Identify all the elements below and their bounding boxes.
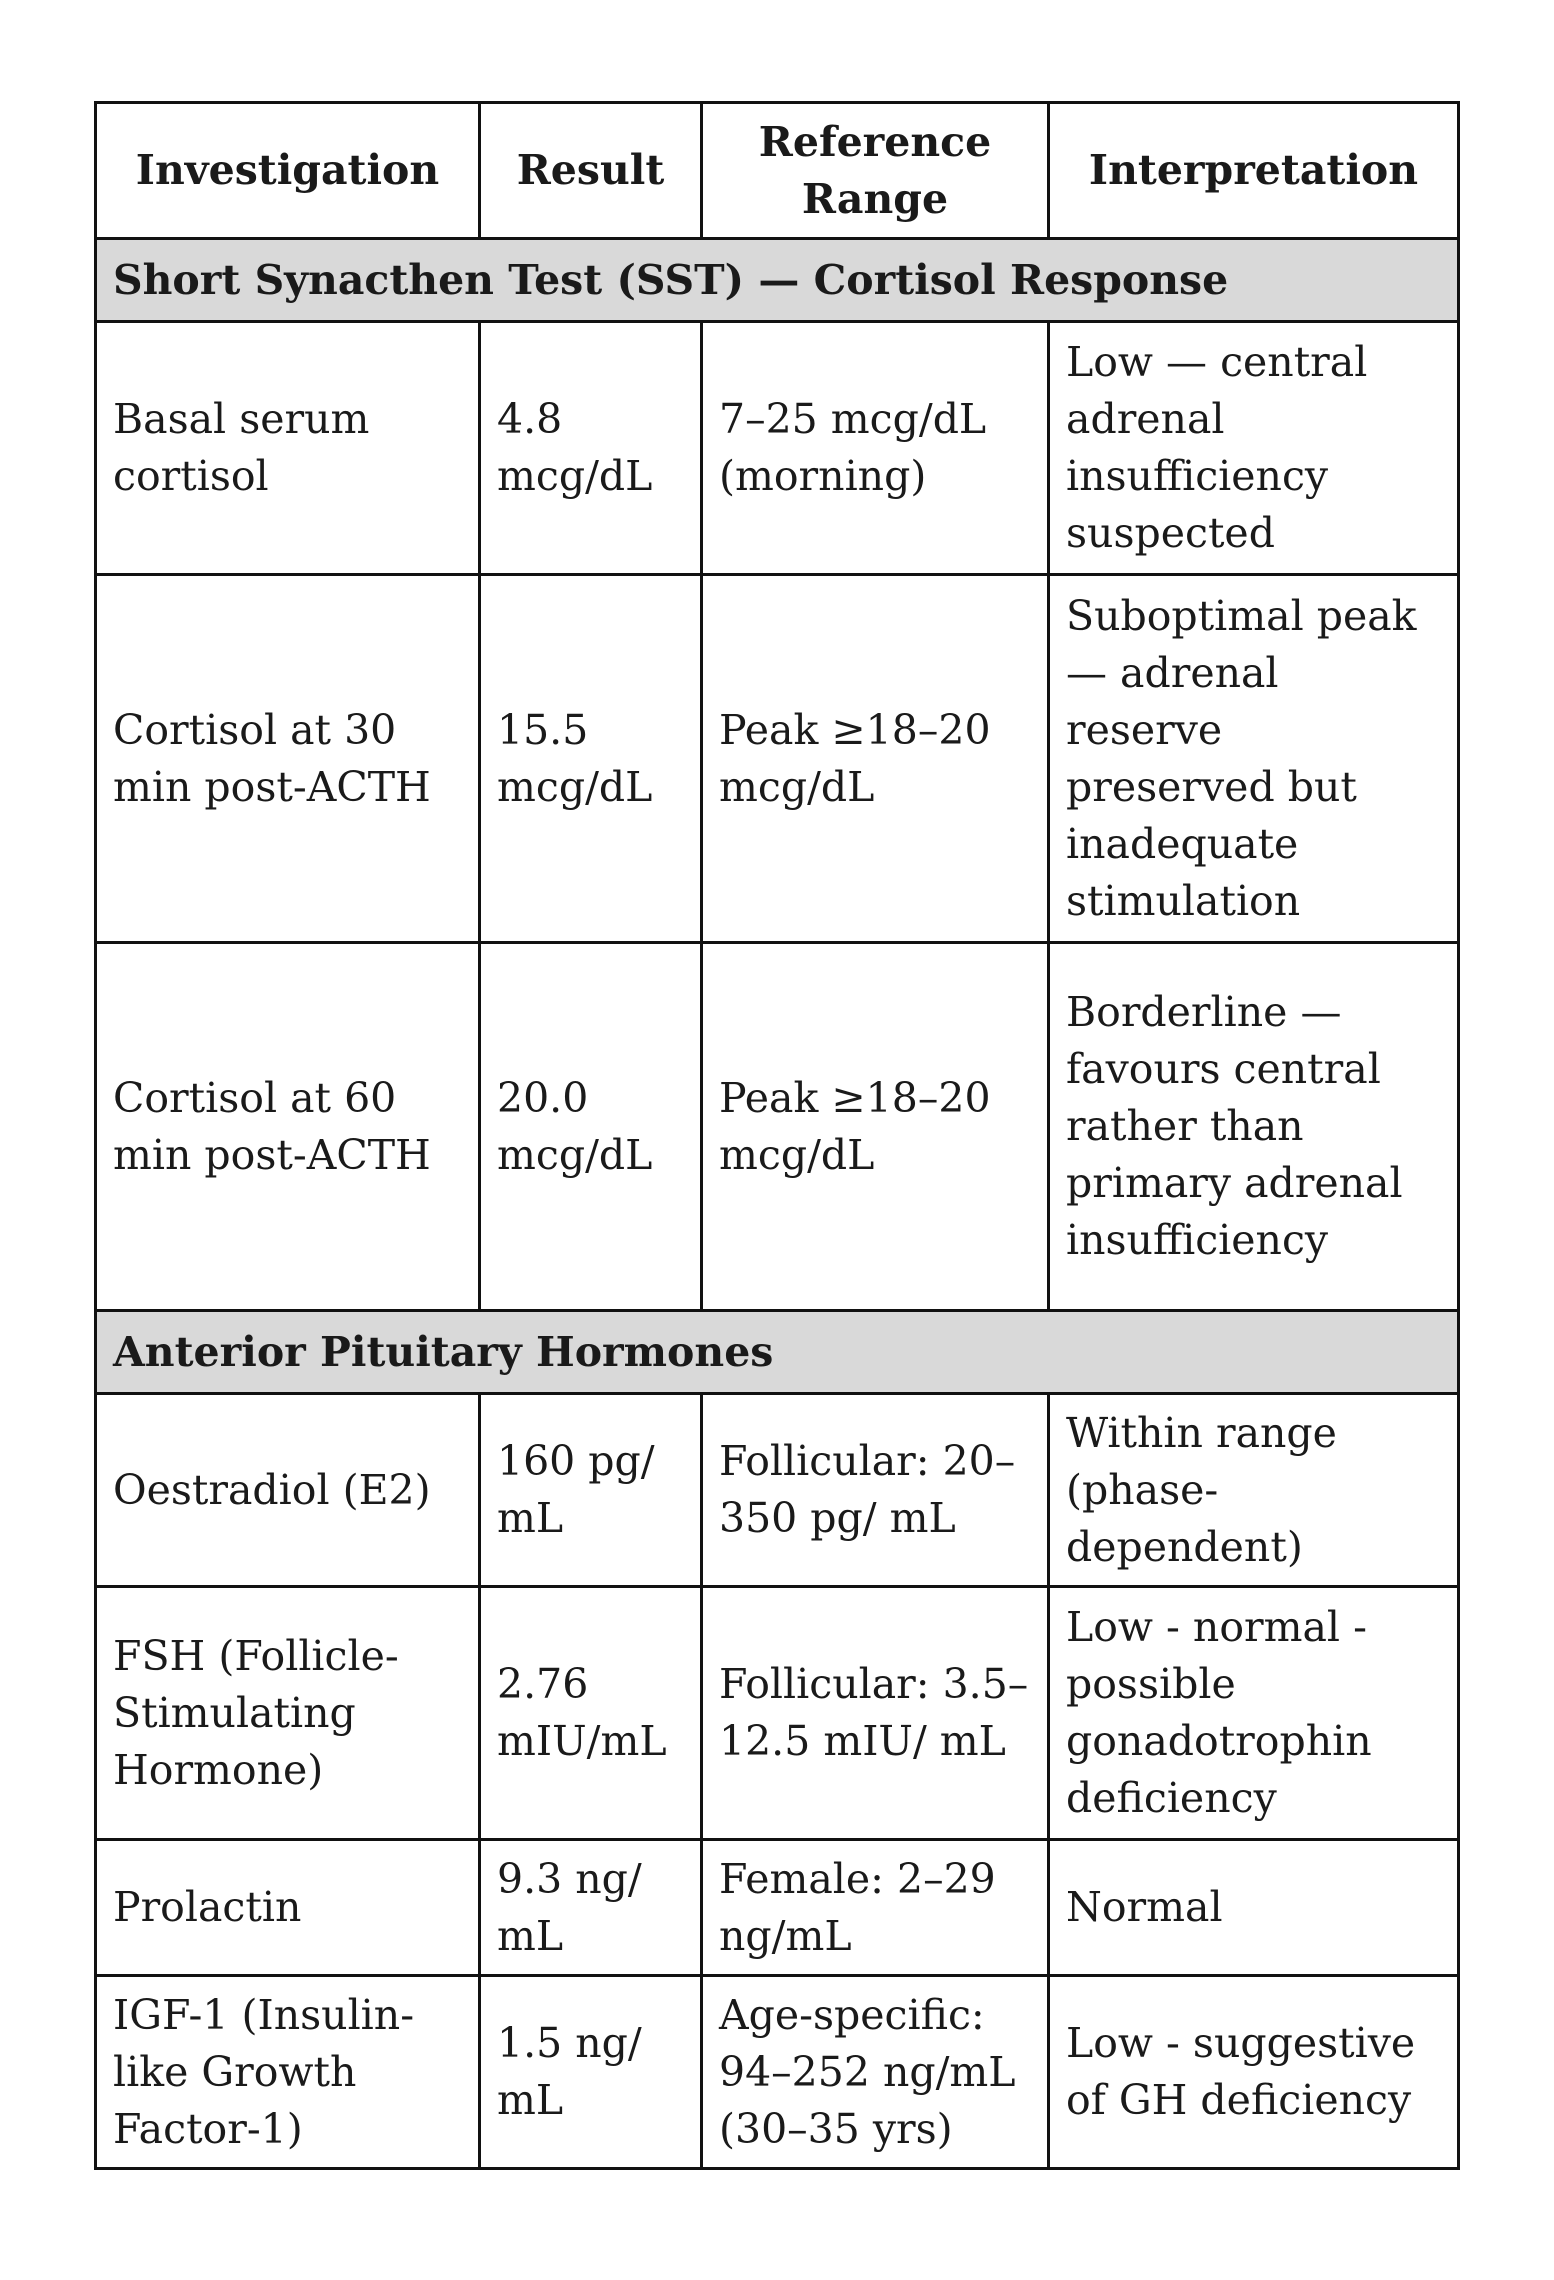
- cell-result: 2.76 mIU/mL: [480, 1587, 702, 1840]
- cell-investigation: FSH (Follicle- Stimulating Hormone): [96, 1587, 480, 1840]
- cell-investigation: Cortisol at 30 min post-ACTH: [96, 575, 480, 943]
- cell-investigation: Basal serum cortisol: [96, 322, 480, 575]
- table-body: [96, 239, 1459, 2169]
- cell-result: 15.5 mcg/dL: [480, 575, 702, 943]
- table-row: [96, 1976, 1459, 2169]
- cell-interpretation: Low - normal - possible gonadotrophin deficiency: [1049, 1587, 1459, 1840]
- cell-reference: 7–25 mcg/dL (morning): [702, 322, 1049, 575]
- table-row: [96, 322, 1459, 575]
- header-result: Result: [480, 103, 702, 239]
- cell-interpretation: Within range (phase- dependent): [1049, 1394, 1459, 1587]
- section-title: Short Synacthen Test (SST) — Cortisol Response: [96, 239, 1459, 322]
- section-header-sst: [96, 239, 1459, 322]
- section-title: Anterior Pituitary Hormones: [96, 1311, 1459, 1394]
- table-row: [96, 943, 1459, 1311]
- cell-investigation: Prolactin: [96, 1840, 480, 1976]
- cell-interpretation: Low — central adrenal insufficiency suspected: [1049, 322, 1459, 575]
- cell-interpretation: Normal: [1049, 1840, 1459, 1976]
- cell-investigation: Cortisol at 60 min post-ACTH: [96, 943, 480, 1311]
- cell-investigation: Oestradiol (E2): [96, 1394, 480, 1587]
- cell-result: 20.0 mcg/dL: [480, 943, 702, 1311]
- cell-reference: Age-specific: 94–252 ng/mL (30–35 yrs): [702, 1976, 1049, 2169]
- cell-reference: Female: 2–29 ng/mL: [702, 1840, 1049, 1976]
- cell-reference: Follicular: 20–350 pg/ mL: [702, 1394, 1049, 1587]
- header-reference-range: Reference Range: [702, 103, 1049, 239]
- table-row: [96, 1394, 1459, 1587]
- header-row: [96, 103, 1459, 239]
- cell-result: 1.5 ng/ mL: [480, 1976, 702, 2169]
- cell-interpretation: Low - suggestive of GH deficiency: [1049, 1976, 1459, 2169]
- section-header-pituitary: [96, 1311, 1459, 1394]
- cell-result: 9.3 ng/ mL: [480, 1840, 702, 1976]
- cell-investigation: IGF-1 (Insulin- like Growth Factor-1): [96, 1976, 480, 2169]
- cell-interpretation: Suboptimal peak — adrenal reserve preserved but inadequate stimulation: [1049, 575, 1459, 943]
- table-row: [96, 575, 1459, 943]
- table-header: [96, 103, 1459, 239]
- table-row: [96, 1587, 1459, 1840]
- cell-reference: Peak ≥18–20 mcg/dL: [702, 943, 1049, 1311]
- table-row: [96, 1840, 1459, 1976]
- cell-reference: Peak ≥18–20 mcg/dL: [702, 575, 1049, 943]
- cell-result: 160 pg/ mL: [480, 1394, 702, 1587]
- cell-interpretation: Borderline — favours central rather than primary adrenal insufficiency: [1049, 943, 1459, 1311]
- cell-reference: Follicular: 3.5–12.5 mIU/ mL: [702, 1587, 1049, 1840]
- header-investigation: Investigation: [96, 103, 480, 239]
- cell-result: 4.8 mcg/dL: [480, 322, 702, 575]
- header-interpretation: Interpretation: [1049, 103, 1459, 239]
- lab-results-table: [94, 101, 1460, 2170]
